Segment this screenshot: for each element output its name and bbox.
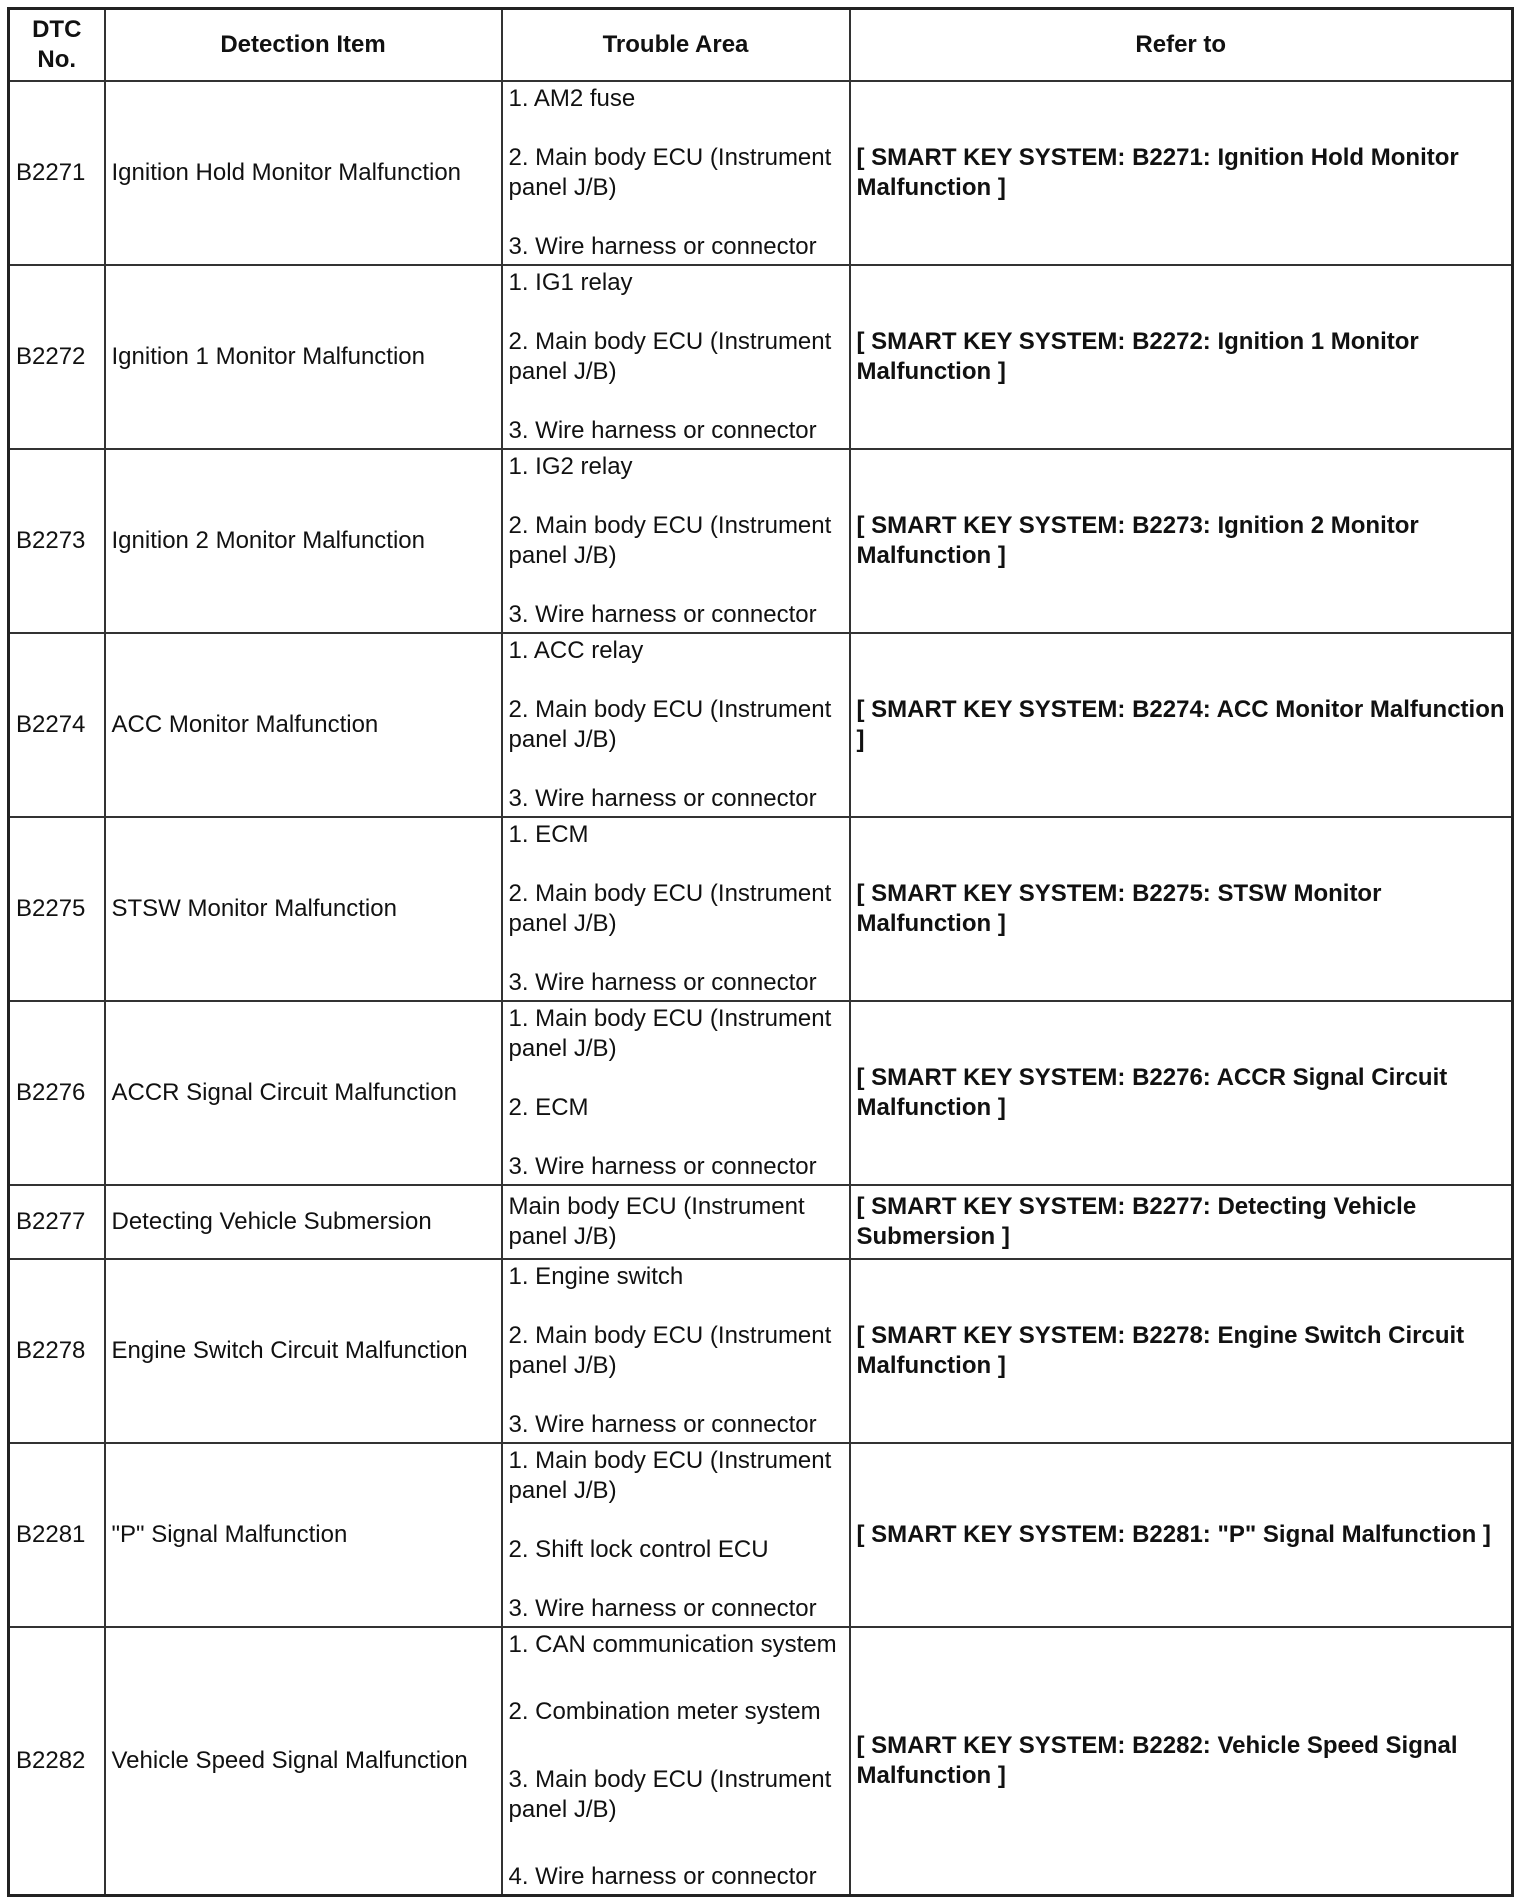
trouble-area-item: 3. Wire harness or connector [508, 1153, 817, 1180]
table-row [9, 81, 1513, 265]
trouble-area-item: 2. Main body ECU (Instrument panel J/B) [508, 328, 832, 385]
dtc-code: B2276 [9, 1001, 105, 1185]
dtc-code: B2282 [9, 1627, 105, 1896]
refer-to-link[interactable]: [ SMART KEY SYSTEM: B2274: ACC Monitor Malfunction ] [850, 633, 1513, 817]
detection-item: Engine Switch Circuit Malfunction [105, 1259, 502, 1443]
trouble-area-item: 4. Wire harness or connector [508, 1862, 817, 1890]
trouble-area-item: 2. Combination meter system [508, 1698, 821, 1726]
table-row [9, 1443, 1513, 1627]
trouble-area-item: 1. CAN communication system [508, 1631, 837, 1658]
dtc-code: B2275 [9, 817, 105, 1001]
trouble-area-item: 2. Main body ECU (Instrument panel J/B) [508, 696, 832, 753]
table-row [9, 1185, 1513, 1259]
refer-to-link[interactable]: [ SMART KEY SYSTEM: B2281: "P" Signal Malfunction ] [850, 1443, 1513, 1627]
trouble-area-item: 3. Wire harness or connector [508, 417, 817, 444]
detection-item: Ignition 2 Monitor Malfunction [105, 449, 502, 633]
detection-item: Ignition 1 Monitor Malfunction [105, 265, 502, 449]
refer-to-link[interactable]: [ SMART KEY SYSTEM: B2282: Vehicle Speed Signal Malfunction ] [850, 1627, 1513, 1896]
trouble-area-item: 1. IG2 relay [508, 453, 633, 480]
table-row [9, 1627, 1513, 1896]
refer-to-link[interactable]: [ SMART KEY SYSTEM: B2275: STSW Monitor Malfunction ] [850, 817, 1513, 1001]
dtc-table [7, 7, 1514, 1897]
trouble-area [502, 1185, 850, 1259]
refer-to-link[interactable]: [ SMART KEY SYSTEM: B2272: Ignition 1 Monitor Malfunction ] [850, 265, 1513, 449]
trouble-area-item: 1. IG1 relay [508, 269, 633, 296]
detection-item: Ignition Hold Monitor Malfunction [105, 81, 502, 265]
detection-item: ACCR Signal Circuit Malfunction [105, 1001, 502, 1185]
table-header-row [9, 9, 1513, 82]
trouble-area-item: 2. Main body ECU (Instrument panel J/B) [508, 880, 832, 937]
refer-to-link[interactable]: [ SMART KEY SYSTEM: B2276: ACCR Signal Circuit Malfunction ] [850, 1001, 1513, 1185]
trouble-area-item: 2. ECM [508, 1094, 589, 1121]
trouble-area [502, 1259, 850, 1443]
dtc-code: B2281 [9, 1443, 105, 1627]
trouble-area [502, 265, 850, 449]
dtc-code: B2274 [9, 633, 105, 817]
trouble-area-item: 3. Wire harness or connector [508, 969, 817, 996]
table-row [9, 1259, 1513, 1443]
trouble-area-item: 2. Shift lock control ECU [508, 1536, 769, 1563]
header-detection-item: Detection Item [105, 9, 502, 82]
trouble-area [502, 1627, 850, 1896]
table-row [9, 1001, 1513, 1185]
trouble-area [502, 81, 850, 265]
trouble-area [502, 1443, 850, 1627]
trouble-area-item: 3. Wire harness or connector [508, 233, 817, 260]
refer-to-link[interactable]: [ SMART KEY SYSTEM: B2278: Engine Switch Circuit Malfunction ] [850, 1259, 1513, 1443]
trouble-area-item: 2. Main body ECU (Instrument panel J/B) [508, 1322, 832, 1379]
dtc-code: B2277 [9, 1185, 105, 1259]
dtc-code: B2273 [9, 449, 105, 633]
table-row [9, 817, 1513, 1001]
trouble-area-item: 1. AM2 fuse [508, 85, 636, 112]
detection-item: "P" Signal Malfunction [105, 1443, 502, 1627]
dtc-code: B2278 [9, 1259, 105, 1443]
trouble-area [502, 633, 850, 817]
trouble-area [502, 449, 850, 633]
table-row [9, 449, 1513, 633]
trouble-area-item: 3. Wire harness or connector [508, 1595, 817, 1622]
trouble-area-item: 3. Wire harness or connector [508, 601, 817, 628]
detection-item: Detecting Vehicle Submersion [105, 1185, 502, 1259]
refer-to-link[interactable]: [ SMART KEY SYSTEM: B2271: Ignition Hold Monitor Malfunction ] [850, 81, 1513, 265]
trouble-area-item: 1. ECM [508, 821, 589, 848]
trouble-area-item: 1. Main body ECU (Instrument panel J/B) [508, 1005, 832, 1062]
trouble-area-item: 2. Main body ECU (Instrument panel J/B) [508, 512, 832, 569]
detection-item: ACC Monitor Malfunction [105, 633, 502, 817]
dtc-code: B2272 [9, 265, 105, 449]
trouble-area-item: Main body ECU (Instrument panel J/B) [508, 1193, 805, 1250]
refer-to-link[interactable]: [ SMART KEY SYSTEM: B2277: Detecting Vehicle Submersion ] [850, 1185, 1513, 1259]
trouble-area-item: 1. ACC relay [508, 637, 644, 664]
trouble-area-item: 3. Wire harness or connector [508, 785, 817, 812]
trouble-area-item: 3. Main body ECU (Instrument panel J/B) [508, 1765, 832, 1823]
trouble-area-item: 3. Wire harness or connector [508, 1411, 817, 1438]
header-refer-to: Refer to [850, 9, 1513, 82]
dtc-code: B2271 [9, 81, 105, 265]
detection-item: Vehicle Speed Signal Malfunction [105, 1627, 502, 1896]
detection-item: STSW Monitor Malfunction [105, 817, 502, 1001]
table-row [9, 633, 1513, 817]
refer-to-link[interactable]: [ SMART KEY SYSTEM: B2273: Ignition 2 Monitor Malfunction ] [850, 449, 1513, 633]
table-row [9, 265, 1513, 449]
trouble-area-item: 1. Main body ECU (Instrument panel J/B) [508, 1447, 832, 1504]
header-dtc-no: DTC No. [9, 9, 105, 82]
trouble-area [502, 1001, 850, 1185]
trouble-area-item: 2. Main body ECU (Instrument panel J/B) [508, 144, 832, 201]
trouble-area-item: 1. Engine switch [508, 1263, 684, 1290]
header-trouble-area: Trouble Area [502, 9, 850, 82]
trouble-area [502, 817, 850, 1001]
